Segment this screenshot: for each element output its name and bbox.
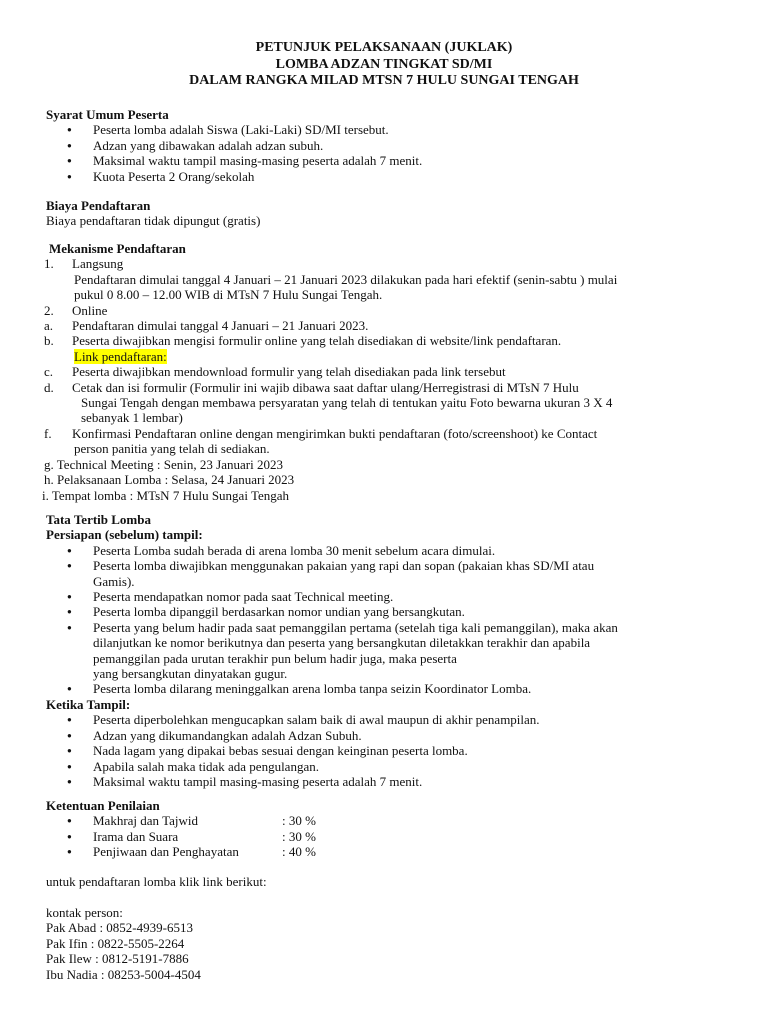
- contact-item: Pak Ilew : 0812-5191-7886: [46, 951, 189, 967]
- penilaian-list: [46, 813, 756, 859]
- online-label: Online: [72, 302, 108, 318]
- technical-meeting: g. Technical Meeting : Senin, 23 Januari 2023: [44, 456, 283, 472]
- score-value: : 40 %: [282, 844, 316, 860]
- section-kontak: [46, 905, 756, 982]
- list-item: ● Maksimal waktu tampil masing-masing peserta adalah 7 menit.: [46, 774, 756, 789]
- list-item: ● Peserta Lomba sudah berada di arena lomba 30 menit sebelum acara dimulai.: [46, 543, 756, 558]
- persiapan-list: [46, 543, 756, 697]
- online-step-b: Peserta diwajibkan mengisi formulir online yang telah disediakan di website/link pendaftaran.: [72, 333, 562, 349]
- langsung-label: Langsung: [72, 256, 124, 272]
- list-item: [46, 813, 756, 828]
- list-item: [44, 256, 754, 271]
- list-item-text: Peserta lomba diwajibkan menggunakan pakaian yang rapi dan sopan (pakaian khas SD/MI atau: [93, 558, 595, 574]
- list-item: ● Peserta lomba adalah Siswa (Laki-Laki) SD/MI tersebut.: [46, 122, 756, 137]
- title-line-2: LOMBA ADZAN TINGKAT SD/MI: [275, 56, 493, 72]
- list-item-cont: pemanggilan pada urutan terakhir pun belum hadir juga, maka peserta: [93, 650, 457, 666]
- contact-item: Pak Ifin : 0822-5505-2264: [46, 935, 185, 951]
- list-marker: a.: [44, 318, 54, 334]
- link-pendaftaran-label[interactable]: Link pendaftaran:: [74, 348, 167, 364]
- tata-heading: Tata Tertib Lomba: [46, 512, 151, 527]
- pelaksanaan-lomba: h. Pelaksanaan Lomba : Selasa, 24 Januari 2023: [44, 472, 295, 488]
- list-item: ● Adzan yang dibawakan adalah adzan subuh.: [46, 138, 756, 153]
- mekanisme-heading: Mekanisme Pendaftaran: [49, 241, 186, 256]
- list-item: ● Nada lagam yang dipakai bebas sesuai dengan keinginan peserta lomba.: [46, 743, 756, 758]
- kontak-heading: kontak person:: [46, 905, 123, 920]
- list-item: ● Peserta lomba dilarang meninggalkan arena lomba tanpa seizin Koordinator Lomba.: [46, 681, 756, 696]
- tempat-lomba: i. Tempat lomba : MTsN 7 Hulu Sungai Tengah: [42, 487, 290, 503]
- biaya-heading: Biaya Pendaftaran: [46, 198, 151, 213]
- list-item: ● Maksimal waktu tampil masing-masing peserta adalah 7 menit.: [46, 153, 756, 168]
- list-item: ● Peserta mendapatkan nomor pada saat Technical meeting.: [46, 589, 756, 604]
- langsung-line-1: Pendaftaran dimulai tanggal 4 Januari – 21 Januari 2023 dilakukan pada hari efektif (senin-sabtu ) mulai: [74, 271, 618, 287]
- persiapan-heading: Persiapan (sebelum) tampil:: [46, 527, 203, 543]
- section-footer: [46, 874, 756, 889]
- list-item: ● Peserta diperbolehkan mengucapkan salam baik di awal maupun di akhir penampilan.: [46, 712, 756, 727]
- score-label: Makhraj dan Tajwid: [93, 813, 198, 829]
- syarat-heading: Syarat Umum Peserta: [46, 107, 169, 122]
- list-item: [46, 844, 756, 859]
- ketika-heading: Ketika Tampil:: [46, 696, 131, 712]
- online-step-d: Cetak dan isi formulir (Formulir ini wajib dibawa saat daftar ulang/Herregistrasi di MTsN 7 Hulu: [72, 379, 579, 395]
- online-step-f-cont: person panitia yang telah di sediakan.: [74, 441, 270, 457]
- list-marker: 1.: [44, 256, 54, 272]
- ketika-list: [46, 712, 756, 789]
- title-line-3: DALAM RANGKA MILAD MTSN 7 HULU SUNGAI TENGAH: [189, 73, 579, 88]
- list-marker: d.: [44, 379, 54, 395]
- list-item: [44, 303, 754, 318]
- list-item: [44, 318, 754, 333]
- list-item: ● Apabila salah maka tidak ada pengulangan.: [46, 759, 756, 774]
- section-syarat: [46, 107, 756, 184]
- list-marker: b.: [44, 333, 54, 349]
- list-item: [46, 620, 756, 682]
- syarat-list: [46, 122, 756, 184]
- list-item-cont: yang bersangkutan dinyatakan gugur.: [93, 666, 288, 682]
- langsung-line-2: pukul 0 8.00 – 12.00 WIB di MTsN 7 Hulu Sungai Tengah.: [74, 287, 383, 303]
- link-line: [46, 349, 756, 364]
- section-biaya: [46, 198, 756, 229]
- score-label: Penjiwaan dan Penghayatan: [93, 844, 239, 860]
- online-step-d-cont: Sungai Tengah dengan membawa persyaratan yang telah di tentukan yaitu Foto bewarna ukuran 3 X 4: [81, 395, 613, 411]
- online-step-c: Peserta diwajibkan mendownload formulir yang telah disediakan pada link tersebut: [72, 364, 506, 380]
- document-title: [0, 40, 768, 90]
- list-item-cont: dilanjutkan ke nomor berikutnya dan peserta yang bersangkutan diletakkan terakhir dan apabila: [93, 635, 591, 651]
- list-marker: f.: [44, 425, 52, 441]
- online-step-f: Konfirmasi Pendaftaran online dengan mengirimkan bukti pendaftaran (foto/screenshoot) ke Contact: [72, 425, 598, 441]
- list-item: [44, 333, 754, 348]
- section-tata-tertib: [46, 512, 756, 789]
- section-penilaian: [46, 798, 756, 860]
- list-item: [44, 380, 754, 395]
- biaya-text: Biaya pendaftaran tidak dipungut (gratis): [46, 213, 261, 229]
- link-instruction: untuk pendaftaran lomba klik link berikut:: [46, 874, 267, 889]
- list-item: ● Adzan yang dikumandangkan adalah Adzan Subuh.: [46, 728, 756, 743]
- score-value: : 30 %: [282, 828, 316, 844]
- list-item: [44, 426, 754, 441]
- list-item-text: Peserta yang belum hadir pada saat pemanggilan pertama (setelah tiga kali pemanggilan), maka akan: [93, 619, 618, 635]
- score-label: Irama dan Suara: [93, 828, 179, 844]
- section-mekanisme: [42, 241, 756, 503]
- online-step-a: Pendaftaran dimulai tanggal 4 Januari – 21 Januari 2023.: [72, 318, 369, 334]
- title-line-1: PETUNJUK PELAKSANAAN (JUKLAK): [255, 40, 513, 55]
- list-item: [46, 558, 756, 589]
- list-marker: c.: [44, 364, 54, 380]
- list-item: ● Peserta lomba dipanggil berdasarkan nomor undian yang bersangkutan.: [46, 604, 756, 619]
- penilaian-heading: Ketentuan Penilaian: [46, 798, 160, 813]
- list-marker: 2.: [44, 302, 54, 318]
- list-item: [44, 364, 754, 379]
- contact-item: Pak Abad : 0852-4939-6513: [46, 920, 193, 936]
- list-item: ● Kuota Peserta 2 Orang/sekolah: [46, 169, 756, 184]
- contact-item: Ibu Nadia : 08253-5004-4504: [46, 966, 201, 982]
- online-step-d-cont: sebanyak 1 lembar): [81, 410, 183, 426]
- list-item-cont: Gamis).: [93, 573, 135, 589]
- list-item: [46, 829, 756, 844]
- score-value: : 30 %: [282, 813, 316, 829]
